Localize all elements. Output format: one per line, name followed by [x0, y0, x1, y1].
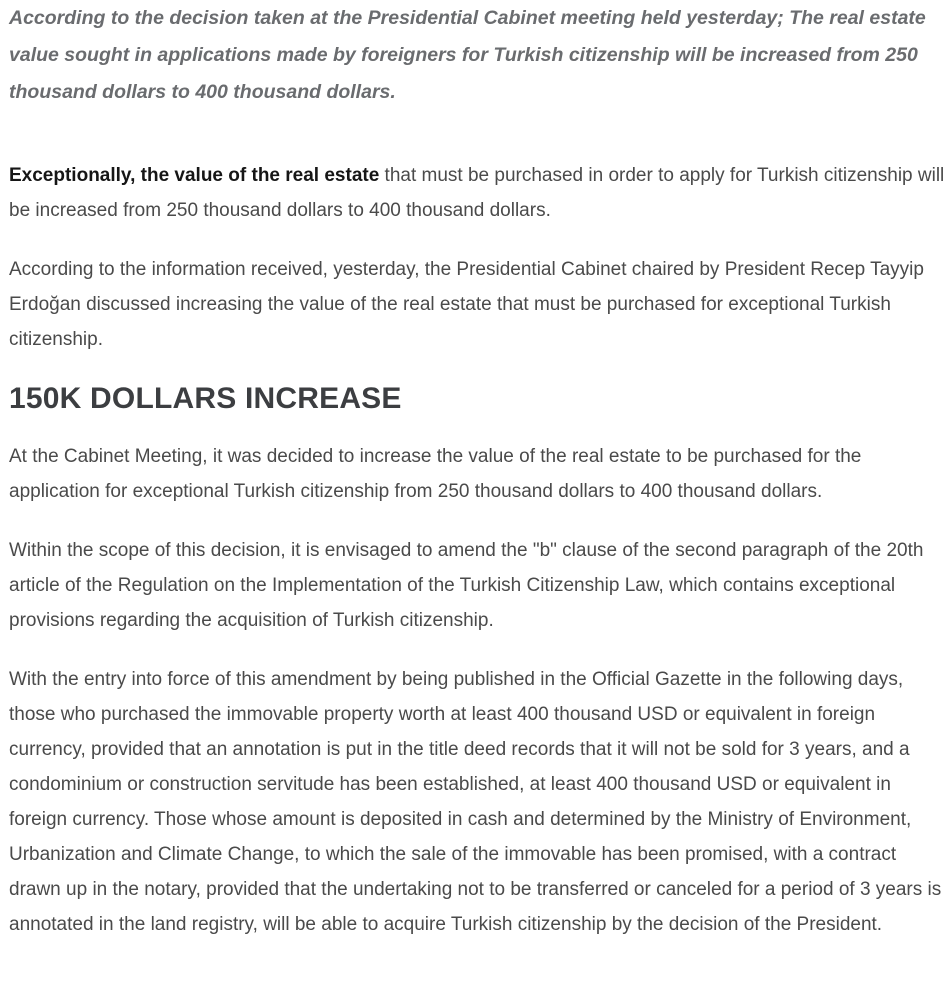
paragraph-cabinet-meeting: At the Cabinet Meeting, it was decided to increase the value of the real estate to be purchased for the application for exceptional Turkish citizenship from 250 thousand dollars to 400 thousand dollars. [9, 446, 862, 502]
paragraph-entry-into-force: With the entry into force of this amendment by being published in the Official Gazette in the following days, those who purchased the immovable property worth at least 400 thousand USD or equivalent in foreign currency, provided that an annotation is put in the title deed records that it will not be sold for 3 years, and a condominium or construction servitude has been established, at least 400 thousand USD or equivalent in foreign currency. Those whose amount is deposited in cash and determined by the Ministry of Environment, Urbanization and Climate Change, to which the sale of the immovable has been promised, with a contract drawn up in the notary, provided that the undertaking not to be transferred or canceled for a period of 3 years is annotated in the land registry, will be able to acquire Turkish citizenship by the decision of the President. [9, 669, 942, 935]
paragraph-exceptionally-bold-lead-in: Exceptionally, the value of the real estate [9, 165, 380, 186]
paragraph-information-received: According to the information received, yesterday, the Presidential Cabinet chaired by President Recep Tayyip Erdoğan discussed increasing the value of the real estate that must be purchased for exceptional Turkish citizenship. [9, 259, 924, 350]
article-lead-paragraph: According to the decision taken at the Presidential Cabinet meeting held yesterday; The real estate value sought in applications made by foreigners for Turkish citizenship will be increased from 250 thousand dollars to 400 thousand dollars. [9, 7, 926, 103]
paragraph-exceptionally [9, 158, 945, 228]
paragraph-exceptionally-rest: that must be purchased in order to apply for Turkish citizenship will be increased from 250 thousand dollars to 400 thousand dollars. [9, 165, 945, 221]
section-heading-150k-dollars-increase: 150K DOLLARS INCREASE [9, 382, 402, 415]
paragraph-scope-of-decision: Within the scope of this decision, it is envisaged to amend the "b" clause of the second paragraph of the 20th article of the Regulation on the Implementation of the Turkish Citizenship Law, which contains exceptional provisions regarding the acquisition of Turkish citizenship. [9, 540, 924, 631]
